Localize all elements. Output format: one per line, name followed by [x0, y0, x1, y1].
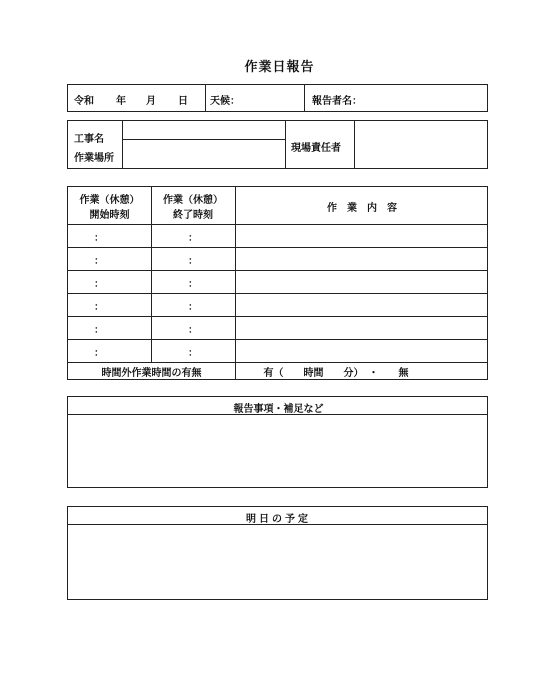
- tomorrow-plan-field[interactable]: [70, 527, 485, 597]
- start-header-line1: 作業（休憩）: [79, 195, 140, 206]
- report-notes-label: 報告事項・補足など: [233, 404, 324, 415]
- work-content-field[interactable]: [236, 317, 487, 339]
- overtime-label: 時間外作業時間の有無: [101, 368, 202, 379]
- divider: [122, 139, 285, 140]
- reiwa-label: 令和: [74, 96, 94, 107]
- start-time-field[interactable]: ：: [94, 301, 104, 313]
- start-time-field[interactable]: ：: [94, 278, 104, 290]
- site-manager-label: 現場責任者: [291, 143, 341, 154]
- table-row: [68, 271, 487, 293]
- start-time-field[interactable]: ：: [94, 232, 104, 244]
- construction-name-label: 工事名: [74, 134, 104, 145]
- divider: [205, 85, 206, 111]
- weather-label: 天候：: [210, 96, 240, 107]
- table-row: [68, 248, 487, 270]
- table-row: [68, 294, 487, 316]
- end-time-field[interactable]: ：: [188, 255, 198, 267]
- start-time-field[interactable]: ：: [94, 255, 104, 267]
- tomorrow-plan-section: [67, 506, 488, 600]
- page-title: 作業日報告: [244, 60, 315, 75]
- work-place-label: 作業場所: [74, 153, 114, 164]
- overtime-row: [68, 363, 487, 380]
- work-content-field[interactable]: [236, 248, 487, 270]
- end-time-field[interactable]: ：: [188, 232, 198, 244]
- work-content-field[interactable]: [236, 294, 487, 316]
- divider: [285, 121, 286, 168]
- site-info-box: [67, 120, 488, 169]
- year-label: 年: [116, 96, 126, 107]
- end-time-field[interactable]: ：: [188, 301, 198, 313]
- divider: [354, 121, 355, 168]
- tomorrow-plan-label: 明日の予定: [246, 514, 311, 525]
- work-time-table: [67, 186, 488, 380]
- table-row: [68, 317, 487, 339]
- start-time-field[interactable]: ：: [94, 347, 104, 359]
- report-notes-field[interactable]: [70, 417, 485, 485]
- date-weather-reporter-row: [67, 84, 488, 112]
- construction-name-field[interactable]: [128, 122, 280, 138]
- work-content-field[interactable]: [236, 271, 487, 293]
- overtime-value[interactable]: 有（ 時間 分） ・ 無: [263, 368, 409, 379]
- work-content-field[interactable]: [236, 340, 487, 362]
- day-label: 日: [178, 96, 188, 107]
- start-header-line2: 開始時刻: [89, 210, 130, 221]
- content-header: 作 業 内 容: [327, 203, 397, 214]
- report-notes-section: [67, 396, 488, 488]
- work-content-field[interactable]: [236, 225, 487, 247]
- end-header-line1: 作業（休憩）: [163, 195, 223, 206]
- divider: [304, 85, 305, 111]
- start-time-field[interactable]: ：: [94, 324, 104, 336]
- end-time-field[interactable]: ：: [188, 324, 198, 336]
- end-time-field[interactable]: ：: [188, 278, 198, 290]
- divider: [122, 121, 123, 168]
- end-time-field[interactable]: ：: [188, 347, 198, 359]
- table-row: [68, 340, 487, 362]
- work-place-field[interactable]: [128, 142, 280, 168]
- reporter-label: 報告者名：: [312, 96, 362, 107]
- table-row: [68, 225, 487, 247]
- end-header-line2: 終了時刻: [173, 210, 213, 221]
- month-label: 月: [146, 96, 156, 107]
- site-manager-field[interactable]: [358, 122, 486, 168]
